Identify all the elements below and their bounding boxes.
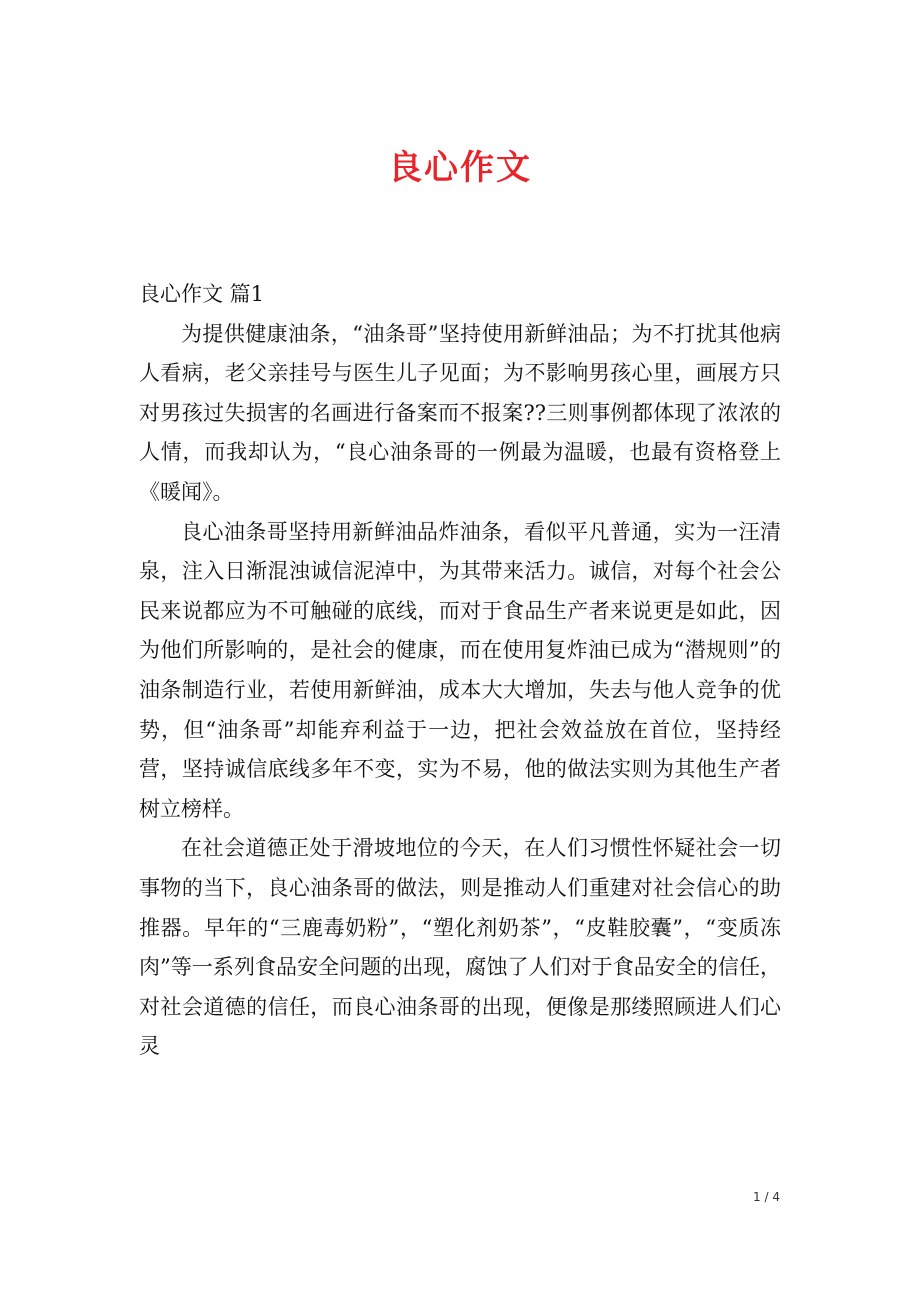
document-body [139,275,781,1067]
page-number: 1 / 4 [753,1190,780,1204]
paragraph-2: 良心油条哥坚持用新鲜油品炸油条，看似平凡普通，实为一汪清泉，注入日渐混浊诚信泥淖中，为其带来活力。诚信，对每个社会公民来说都应为不可触碰的底线，而对于食品生产者来说更是如此，因为他们所影响的，是社会的健康，而在使用复炸油已成为“潜规则”的油条制造行业，若使用新鲜油，成本大大增加，失去与他人竞争的优势，但“油条哥”却能弃利益于一边，把社会效益放在首位，坚持经营，坚持诚信底线多年不变，实为不易，他的做法实则为其他生产者树立榜样。 [139,519,781,821]
section-heading: 良心作文 篇1 [139,282,265,306]
paragraph-1: 为提供健康油条，“油条哥”坚持使用新鲜油品；为不打扰其他病人看病，老父亲挂号与医生儿子见面；为不影响男孩心里，画展方只对男孩过失损害的名画进行备案而不报案??三则事例都体现了浓浓的人情，而我却认为，“良心油条哥的一例最为温暖，也最有资格登上《暖闻》。 [139,321,781,504]
paragraph-3: 在社会道德正处于滑坡地位的今天，在人们习惯性怀疑社会一切事物的当下，良心油条哥的做法，则是推动人们重建对社会信心的助推器。早年的“三鹿毒奶粉”，“塑化剂奶茶”，“皮鞋胶囊”，“变质冻肉”等一系列食品安全问题的出现，腐蚀了人们对于食品安全的信任，对社会道德的信任，而良心油条哥的出现，便像是那缕照顾进人们心灵 [139,836,781,1059]
document-title: 良心作文 [388,148,532,188]
